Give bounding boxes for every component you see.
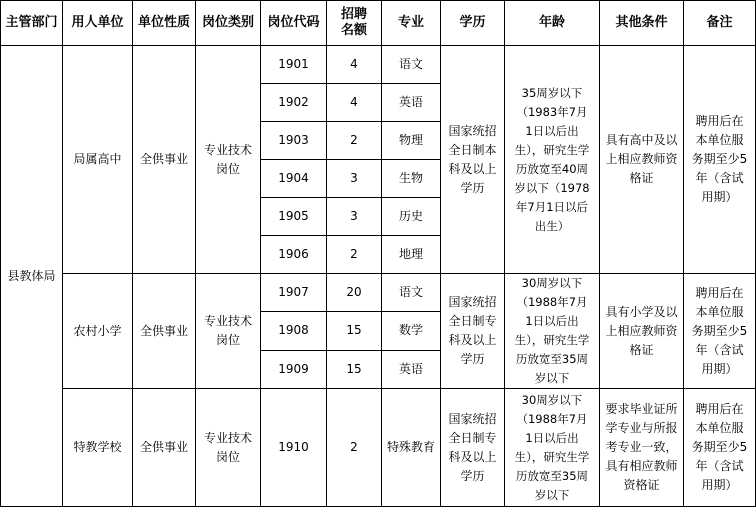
position-count-cell: 2 <box>327 122 382 160</box>
unit-category-cell: 专业技术岗位 <box>196 46 261 274</box>
education-cell: 国家统招全日制本科及以上学历 <box>441 46 505 274</box>
header-nature: 单位性质 <box>133 1 196 46</box>
table-row <box>1 46 756 84</box>
header-category: 岗位类别 <box>196 1 261 46</box>
position-count-cell: 4 <box>327 46 382 84</box>
position-count-cell: 20 <box>327 274 382 312</box>
other-conditions-cell: 具有高中及以上相应教师资格证 <box>600 46 684 274</box>
position-code-cell: 1902 <box>261 84 327 122</box>
position-count-cell: 15 <box>327 312 382 350</box>
position-code-cell: 1909 <box>261 350 327 388</box>
unit-nature-cell: 全供事业 <box>133 389 196 507</box>
header-other: 其他条件 <box>600 1 684 46</box>
position-code-cell: 1901 <box>261 46 327 84</box>
header-code: 岗位代码 <box>261 1 327 46</box>
header-count: 招聘名额 <box>327 1 382 46</box>
position-count-cell: 4 <box>327 84 382 122</box>
age-cell: 35周岁以下（1983年7月1日以后出生），研究生学历放宽至40周岁以下（1978年7月1日以后出生） <box>505 46 600 274</box>
unit-name-cell: 农村小学 <box>63 274 133 389</box>
header-unit: 用人单位 <box>63 1 133 46</box>
position-code-cell: 1903 <box>261 122 327 160</box>
header-education: 学历 <box>441 1 505 46</box>
position-count-cell: 3 <box>327 198 382 236</box>
unit-nature-cell: 全供事业 <box>133 274 196 389</box>
unit-name-cell: 局属高中 <box>63 46 133 274</box>
position-major-cell: 数学 <box>382 312 441 350</box>
position-major-cell: 特殊教育 <box>382 389 441 507</box>
position-code-cell: 1906 <box>261 236 327 274</box>
position-code-cell: 1910 <box>261 389 327 507</box>
position-code-cell: 1905 <box>261 198 327 236</box>
position-major-cell: 英语 <box>382 84 441 122</box>
unit-name-cell: 特教学校 <box>63 389 133 507</box>
header-major: 专业 <box>382 1 441 46</box>
age-cell: 30周岁以下（1988年7月1日以后出生），研究生学历放宽至35周岁以下 <box>505 274 600 389</box>
other-conditions-cell: 具有小学及以上相应教师资格证 <box>600 274 684 389</box>
position-major-cell: 物理 <box>382 122 441 160</box>
position-major-cell: 英语 <box>382 350 441 388</box>
position-major-cell: 地理 <box>382 236 441 274</box>
position-code-cell: 1904 <box>261 160 327 198</box>
position-code-cell: 1907 <box>261 274 327 312</box>
remark-cell: 聘用后在本单位服务期至少5年（含试用期） <box>684 46 756 274</box>
position-count-cell: 2 <box>327 236 382 274</box>
header-remark: 备注 <box>684 1 756 46</box>
education-cell: 国家统招全日制专科及以上学历 <box>441 274 505 389</box>
remark-cell: 聘用后在本单位服务期至少5年（含试用期） <box>684 389 756 507</box>
header-age: 年龄 <box>505 1 600 46</box>
other-conditions-cell: 要求毕业证所学专业与所报考专业一致，具有相应教师资格证 <box>600 389 684 507</box>
education-cell: 国家统招全日制专科及以上学历 <box>441 389 505 507</box>
unit-nature-cell: 全供事业 <box>133 46 196 274</box>
position-major-cell: 生物 <box>382 160 441 198</box>
remark-cell: 聘用后在本单位服务期至少5年（含试用期） <box>684 274 756 389</box>
unit-category-cell: 专业技术岗位 <box>196 389 261 507</box>
position-count-cell: 3 <box>327 160 382 198</box>
department-cell: 县教体局 <box>1 46 63 507</box>
header-department: 主管部门 <box>1 1 63 46</box>
age-cell: 30周岁以下（1988年7月1日以后出生），研究生学历放宽至35周岁以下 <box>505 389 600 507</box>
unit-category-cell: 专业技术岗位 <box>196 274 261 389</box>
position-major-cell: 语文 <box>382 46 441 84</box>
table-row <box>1 274 756 312</box>
header-row <box>1 1 756 46</box>
position-major-cell: 历史 <box>382 198 441 236</box>
table-row <box>1 389 756 507</box>
position-code-cell: 1908 <box>261 312 327 350</box>
position-major-cell: 语文 <box>382 274 441 312</box>
position-count-cell: 2 <box>327 389 382 507</box>
position-count-cell: 15 <box>327 350 382 388</box>
